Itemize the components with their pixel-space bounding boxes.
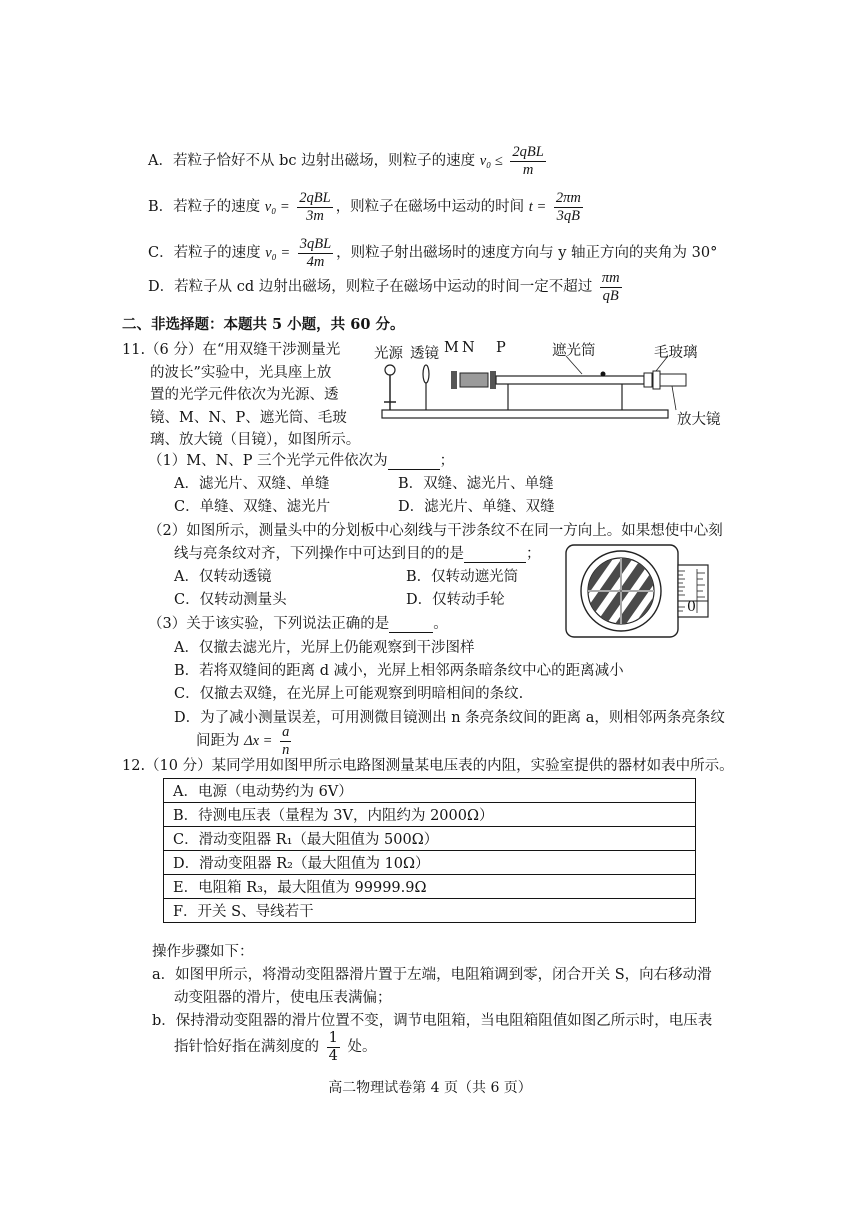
table-row [164,827,696,851]
equipment-table [163,778,696,923]
table-row [164,779,696,803]
label-ground-glass: 毛玻璃 [654,345,698,361]
answer-blank [389,616,433,633]
frac-den: m [522,161,534,178]
fraction [600,270,622,304]
intro-line: 璃、放大镜（目镜），如图所示。 [150,432,361,448]
math-var: v₀ = [265,245,291,262]
frac-num: πm [601,270,620,286]
table-cell: A．电源（电动势约为 6V） [164,779,696,803]
intro-line: 镜、M、N、P、遮光筒、毛玻 [150,409,347,426]
label-n: N [462,340,475,356]
q10-option-b [148,190,586,224]
step-a-line2: 动变阻器的滑片，使电压表满偏； [174,990,392,1006]
frac-den: n [282,741,290,758]
frac-num: 2qBL [299,190,331,206]
stem-text: 线与亮条纹对齐，下列操作中可达到目的的是 [174,546,464,562]
stem-end: ； [439,453,455,469]
option-text: ，则粒子在磁场中运动的时间 [335,199,525,216]
frac-den: qB [602,287,619,304]
measuring-head-figure [565,543,712,639]
q11-sub3-option-a: A．仅撤去滤光片，光屏上仍能观察到干涉图样 [174,640,475,656]
table-row [164,851,696,875]
fraction [327,1030,340,1064]
q11-sub1-stem [148,449,454,470]
label-p: P [496,340,506,356]
measuring-head-diagram [565,543,712,639]
q11-sub2-option-a: A．仅转动透镜 [174,569,272,585]
fraction [510,144,545,178]
section-heading: 二、非选择题：本题共 5 小题，共 60 分。 [122,316,405,333]
table-row [164,899,696,923]
q11-sub3-option-b: B．若将双缝间的距离 d 减小，光屏上相邻两条暗条纹中心的距离减小 [174,663,624,679]
step-b-line1: b．保持滑动变阻器的滑片位置不变，调节电阻箱，当电阻箱阻值如图乙所示时，电压表 [152,1013,713,1029]
answer-blank [388,453,440,470]
q11-sub2-option-d: D．仅转动手轮 [406,592,505,608]
table-cell: E．电阻箱 R₃，最大阻值为 99999.9Ω [164,875,696,899]
table-row [164,803,696,827]
option-text: C．若粒子的速度 [148,245,261,262]
scale-zero-label: 0 [687,599,696,615]
steps-title: 操作步骤如下： [152,944,254,960]
q11-sub1-option-b: B．双缝、滤光片、单缝 [398,476,554,492]
label-tube: 遮光筒 [552,343,596,359]
optical-bench-figure [372,338,722,438]
intro-line: 的波长”实验中，光具座上放 [150,364,332,381]
q10-option-d [148,270,625,304]
fraction [297,190,332,224]
frac-den: 3m [306,207,324,224]
q10-option-a [148,144,549,178]
q11-sub2-stem-line1: （2）如图所示，测量头中的分划板中心刻线与干涉条纹不在同一方向上。如果想使中心刻 [148,523,723,539]
step-a-line1: a．如图甲所示，将滑动变阻器滑片置于左端，电阻箱调到零，闭合开关 S，向右移动滑 [152,967,712,983]
stem-end: 。 [433,616,448,632]
q11-sub2-option-c: C．仅转动测量头 [174,592,287,608]
fraction [554,190,583,224]
q11-sub3-option-d: D．为了减小测量误差，可用测微目镜测出 n 条亮条纹间的距离 a，则相邻两条亮条纹 [174,710,725,726]
stem-text: （1）M、N、P 三个光学元件依次为 [148,453,388,469]
q11-sub3-option-c: C．仅撤去双缝，在光屏上可能观察到明暗相间的条纹. [174,686,524,702]
intro-line: 置的光学元件依次为光源、透 [150,387,339,403]
math-var: v₀ = [264,199,290,216]
stem-end: ； [526,546,541,562]
table-cell: B．待测电压表（量程为 3V，内阻约为 2000Ω） [164,803,696,827]
frac-num: 1 [328,1030,338,1046]
math-var: t = [528,199,547,216]
q11-sub2-stem-line2 [174,542,541,563]
option-text: ，则粒子射出磁场时的速度方向与 y 轴正方向的夹角为 30° [336,245,718,262]
label-light-source: 光源 [374,346,403,362]
label-lens: 透镜 [410,346,439,362]
q11-sub1-option-c: C．单缝、双缝、滤光片 [174,499,331,515]
frac-den: 4 [328,1047,338,1064]
table-row [164,875,696,899]
option-text: 间距为 [196,733,240,750]
intro-line: 11.（6 分）在“用双缝干涉测量光 [122,342,341,358]
step-b-line2 [174,1030,376,1064]
q11-intro [122,339,360,452]
step-text: 指针恰好指在满刻度的 [174,1039,319,1056]
frac-num: 2qBL [512,144,544,160]
math-var: Δx = [244,733,273,750]
q12-stem: 12.（10 分）某同学用如图甲所示电路图测量某电压表的内阻，实验室提供的器材如表中所示。 [122,758,734,774]
option-text: A．若粒子恰好不从 bc 边射出磁场，则粒子的速度 [148,153,476,170]
fraction [298,236,333,270]
frac-num: 2πm [555,190,581,206]
q11-sub3-stem [148,612,448,633]
page-footer: 高二物理试卷第 4 页（共 6 页） [328,1080,532,1096]
table-cell: F．开关 S、导线若干 [164,899,696,923]
math-var: v₀ ≤ [479,153,503,170]
frac-num: 3qBL [299,236,332,252]
table-cell: D．滑动变阻器 R₂（最大阻值为 10Ω） [164,851,696,875]
q11-sub1-option-a: A．滤光片、双缝、单缝 [174,476,330,492]
frac-den: 4m [306,253,325,270]
frac-den: 3qB [556,207,581,224]
label-m: M [444,340,459,356]
option-text: D．若粒子从 cd 边射出磁场，则粒子在磁场中运动的时间一定不超过 [148,279,593,296]
q11-sub2-option-b: B．仅转动遮光筒 [406,569,519,585]
step-text: 处。 [347,1039,377,1056]
table-cell: C．滑动变阻器 R₁（最大阻值为 500Ω） [164,827,696,851]
stem-text: （3）关于该实验，下列说法正确的是 [148,616,390,632]
option-text: B．若粒子的速度 [148,199,261,216]
q10-option-c [148,236,717,270]
frac-num: a [282,724,290,740]
q11-sub1-option-d: D．滤光片、单缝、双缝 [398,499,555,515]
label-magnifier: 放大镜 [677,412,721,428]
answer-blank [464,546,526,563]
